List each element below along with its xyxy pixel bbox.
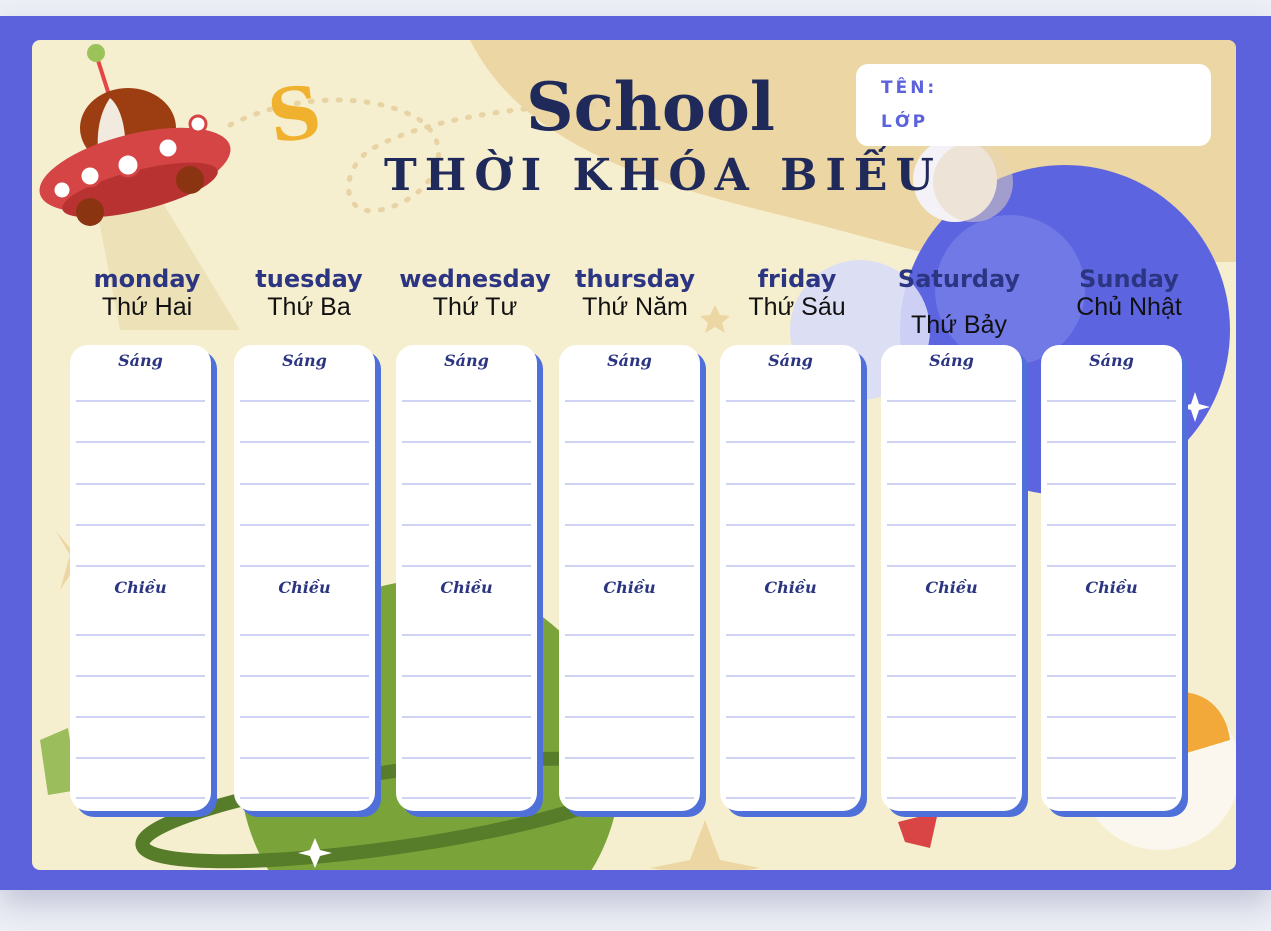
day-name-vn: Thứ Tư	[432, 293, 518, 321]
morning-line-1[interactable]	[76, 400, 205, 402]
morning-line-5[interactable]	[726, 565, 855, 567]
afternoon-line-3[interactable]	[76, 716, 205, 718]
day-name-en: friday	[757, 265, 837, 293]
morning-line-3[interactable]	[887, 483, 1016, 485]
morning-line-4[interactable]	[565, 524, 694, 526]
afternoon-line-2[interactable]	[402, 675, 531, 677]
day-column-thursday	[559, 345, 700, 811]
afternoon-line-5[interactable]	[1047, 797, 1176, 799]
morning-line-1[interactable]	[887, 400, 1016, 402]
morning-label: Sáng	[768, 351, 813, 370]
afternoon-line-3[interactable]	[240, 716, 369, 718]
day-column-monday	[70, 345, 211, 811]
moon-shade-shape	[933, 142, 1013, 222]
afternoon-line-4[interactable]	[1047, 757, 1176, 759]
afternoon-line-5[interactable]	[402, 797, 531, 799]
morning-label: Sáng	[444, 351, 489, 370]
column-card	[720, 345, 861, 811]
afternoon-line-3[interactable]	[402, 716, 531, 718]
day-name-en: thursday	[574, 265, 696, 293]
morning-line-4[interactable]	[402, 524, 531, 526]
timetable-title: THỜI KHÓA BIỂU	[384, 150, 942, 201]
afternoon-line-3[interactable]	[1047, 716, 1176, 718]
afternoon-line-2[interactable]	[565, 675, 694, 677]
morning-line-5[interactable]	[240, 565, 369, 567]
afternoon-line-2[interactable]	[726, 675, 855, 677]
afternoon-line-5[interactable]	[240, 797, 369, 799]
morning-line-2[interactable]	[565, 441, 694, 443]
afternoon-line-1[interactable]	[887, 634, 1016, 636]
afternoon-label: Chiều	[1085, 578, 1138, 597]
day-name-en: monday	[93, 265, 201, 293]
afternoon-label: Chiều	[440, 578, 493, 597]
student-info-card	[856, 64, 1211, 146]
day-header-friday	[712, 264, 882, 320]
morning-line-3[interactable]	[402, 483, 531, 485]
morning-line-3[interactable]	[565, 483, 694, 485]
afternoon-label: Chiều	[603, 578, 656, 597]
day-header-saturday	[874, 264, 1044, 338]
school-title: School	[526, 68, 775, 146]
morning-line-1[interactable]	[565, 400, 694, 402]
morning-line-2[interactable]	[240, 441, 369, 443]
morning-line-5[interactable]	[565, 565, 694, 567]
morning-line-4[interactable]	[726, 524, 855, 526]
column-card	[70, 345, 211, 811]
afternoon-line-2[interactable]	[887, 675, 1016, 677]
day-name-en: Sunday	[1079, 265, 1179, 293]
afternoon-line-5[interactable]	[76, 797, 205, 799]
afternoon-line-4[interactable]	[887, 757, 1016, 759]
afternoon-line-2[interactable]	[76, 675, 205, 677]
morning-line-3[interactable]	[240, 483, 369, 485]
morning-line-4[interactable]	[240, 524, 369, 526]
day-name-vn: Thứ Năm	[582, 293, 688, 321]
day-header-sunday	[1044, 264, 1214, 320]
day-name-en: wednesday	[399, 265, 551, 293]
morning-line-5[interactable]	[402, 565, 531, 567]
afternoon-line-1[interactable]	[726, 634, 855, 636]
afternoon-line-3[interactable]	[565, 716, 694, 718]
fragment-shape	[898, 812, 938, 848]
day-header-monday	[62, 264, 232, 320]
afternoon-line-4[interactable]	[402, 757, 531, 759]
afternoon-label: Chiều	[278, 578, 331, 597]
morning-line-3[interactable]	[76, 483, 205, 485]
afternoon-line-1[interactable]	[402, 634, 531, 636]
day-name-vn: Chủ Nhật	[1076, 293, 1182, 321]
morning-label: Sáng	[607, 351, 652, 370]
day-name-vn: Thứ Sáu	[748, 293, 846, 321]
afternoon-line-5[interactable]	[726, 797, 855, 799]
day-column-wednesday	[396, 345, 537, 811]
afternoon-line-5[interactable]	[887, 797, 1016, 799]
morning-line-4[interactable]	[76, 524, 205, 526]
morning-line-4[interactable]	[887, 524, 1016, 526]
morning-line-5[interactable]	[1047, 565, 1176, 567]
morning-line-1[interactable]	[1047, 400, 1176, 402]
morning-line-2[interactable]	[887, 441, 1016, 443]
star-shape	[650, 820, 760, 910]
afternoon-line-3[interactable]	[887, 716, 1016, 718]
afternoon-label: Chiều	[764, 578, 817, 597]
day-header-thursday	[550, 264, 720, 320]
column-card	[396, 345, 537, 811]
day-column-sunday	[1041, 345, 1182, 811]
afternoon-line-4[interactable]	[240, 757, 369, 759]
afternoon-label: Chiều	[925, 578, 978, 597]
afternoon-line-4[interactable]	[76, 757, 205, 759]
afternoon-line-4[interactable]	[726, 757, 855, 759]
day-name-vn: Thứ Bảy	[911, 311, 1007, 339]
morning-line-2[interactable]	[76, 441, 205, 443]
day-column-friday	[720, 345, 861, 811]
afternoon-line-1[interactable]	[565, 634, 694, 636]
morning-line-3[interactable]	[1047, 483, 1176, 485]
morning-label: Sáng	[118, 351, 163, 370]
day-column-saturday	[881, 345, 1022, 811]
column-card	[881, 345, 1022, 811]
morning-line-5[interactable]	[887, 565, 1016, 567]
morning-line-5[interactable]	[76, 565, 205, 567]
afternoon-label: Chiều	[114, 578, 167, 597]
morning-line-1[interactable]	[402, 400, 531, 402]
morning-label: Sáng	[929, 351, 974, 370]
column-card	[559, 345, 700, 811]
morning-label: Sáng	[1089, 351, 1134, 370]
morning-line-1[interactable]	[726, 400, 855, 402]
day-name-vn: Thứ Ba	[267, 293, 351, 321]
day-header-tuesday	[224, 264, 394, 320]
letter-s-icon: S	[262, 68, 327, 160]
afternoon-line-2[interactable]	[240, 675, 369, 677]
afternoon-line-5[interactable]	[565, 797, 694, 799]
day-name-en: tuesday	[255, 265, 363, 293]
class-label: LỚP	[881, 112, 929, 132]
morning-line-4[interactable]	[1047, 524, 1176, 526]
column-card	[234, 345, 375, 811]
column-card	[1041, 345, 1182, 811]
afternoon-line-2[interactable]	[1047, 675, 1176, 677]
day-column-tuesday	[234, 345, 375, 811]
name-label: TÊN:	[881, 78, 938, 98]
afternoon-line-1[interactable]	[1047, 634, 1176, 636]
morning-line-3[interactable]	[726, 483, 855, 485]
afternoon-line-1[interactable]	[240, 634, 369, 636]
afternoon-line-1[interactable]	[76, 634, 205, 636]
afternoon-line-4[interactable]	[565, 757, 694, 759]
day-name-en: Saturday	[897, 265, 1021, 293]
morning-label: Sáng	[282, 351, 327, 370]
day-name-vn: Thứ Hai	[101, 293, 193, 321]
morning-line-1[interactable]	[240, 400, 369, 402]
day-header-wednesday	[390, 264, 560, 320]
afternoon-line-3[interactable]	[726, 716, 855, 718]
morning-line-2[interactable]	[726, 441, 855, 443]
morning-line-2[interactable]	[1047, 441, 1176, 443]
morning-line-2[interactable]	[402, 441, 531, 443]
